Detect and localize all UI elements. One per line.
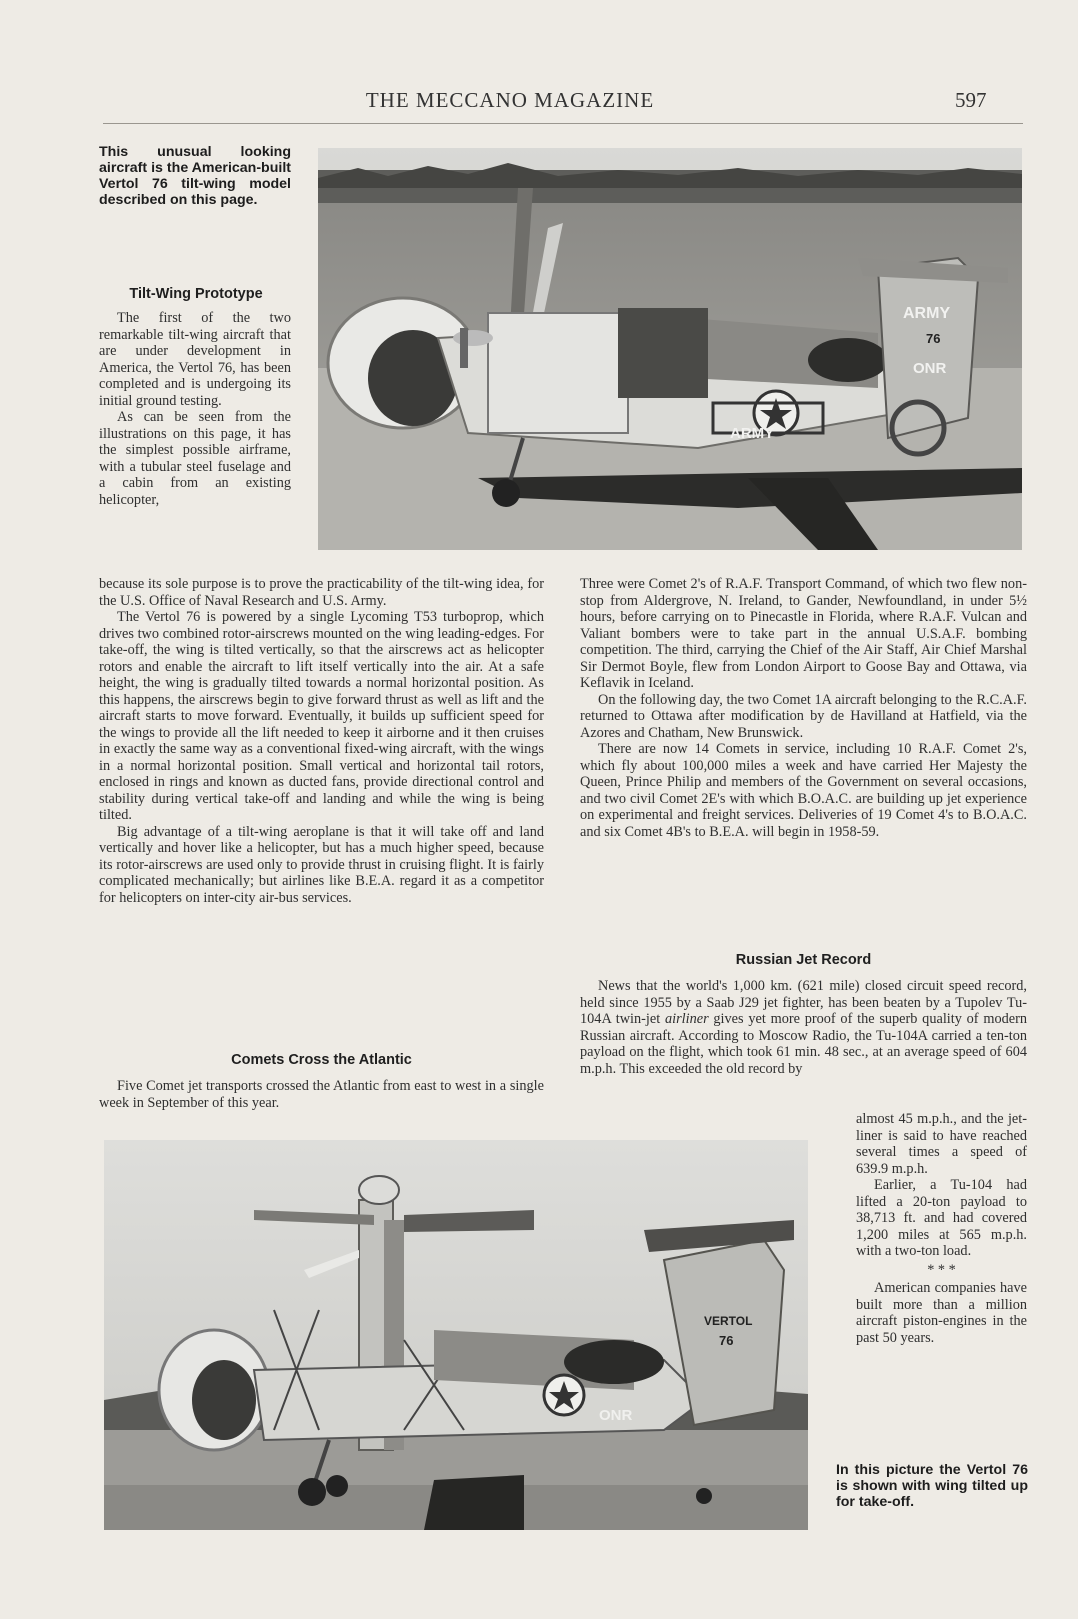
photo-vertol-76-side <box>318 148 1022 550</box>
russian-airliner-italic: airliner <box>664 1011 709 1027</box>
american-engines-paragraph: American companies have built more than a million aircraft piston-engines in the past 50 years. <box>856 1280 1027 1346</box>
tilt-wing-paragraph-2-end: because its sole purpose is to prove the practicability of the tilt-wing idea, for the U.S. Office of Naval Research and U.S. Army. <box>99 576 544 609</box>
heading-russian-jet-record: Russian Jet Record <box>735 952 872 968</box>
tail-marking-76: 76 <box>926 331 941 346</box>
tail-marking-onr: ONR <box>913 360 947 377</box>
page-number: 597 <box>955 88 987 112</box>
fuselage-marking-onr: ONR <box>599 1407 633 1424</box>
tilt-wing-paragraph-2-start: As can be seen from the illustrations on this page, it has the simplest possible airframe, with a tubular steel fuselage and a cabin from an existing helicopter, <box>99 409 291 508</box>
russian-paragraph-1-a: News that the world's 1,000 km. (621 mile) closed circuit speed record, held since 1955 by a Saab J29 jet fighter, has been beaten by a Tupolev Tu-104A twin-jet <box>580 978 1027 1027</box>
russian-paragraph-2: Earlier, a Tu-104 had lifted a 20-ton payload to 38,713 ft. and had covered 1,200 miles at 565 m.p.h. with a two-ton load. <box>856 1177 1027 1259</box>
tail-marking-76-bottom: 76 <box>719 1333 734 1348</box>
tilt-wing-paragraph-1: The first of the two remarkable tilt-wing aircraft that are under development in America, the Vertol 76, has been completed and is undergoing its initial ground testing. <box>99 310 291 409</box>
tail-marking-vertol: VERTOL <box>704 1314 753 1328</box>
russian-paragraph-1-end: almost 45 m.p.h., and the jet-liner is said to have reached several times a speed of 639.9 m.p.h. <box>856 1111 1027 1177</box>
comets-text-left <box>99 1078 544 1111</box>
tilt-wing-paragraph-4: Big advantage of a tilt-wing aeroplane is that it will take off and land vertically and hover like a helicopter, but has a much higher speed, because its rotor-airscrews are used only to provide thrust in cruising flight. It is fairly complicated mechanically; but airlines like B.E.A. regard it as a competitor for helicopters on inter-city air-bus services. <box>99 823 544 906</box>
fuselage-marking-army: ARMY <box>730 425 775 442</box>
top-photo-caption: This unusual looking aircraft is the American-built Vertol 76 tilt-wing model described on this page. <box>99 144 291 208</box>
heading-comets-cross-atlantic: Comets Cross the Atlantic <box>231 1052 412 1068</box>
section-divider-stars: * * * <box>927 1261 956 1278</box>
comets-text-right <box>580 576 1027 840</box>
russian-text-wide <box>580 978 1027 1077</box>
magazine-title: THE MECCANO MAGAZINE <box>365 88 655 112</box>
comets-paragraph-1: Five Comet jet transports crossed the Atlantic from east to west in a single week in September of this year. <box>99 1078 544 1111</box>
russian-paragraph-1-b: gives yet more proof of the superb quality of modern Russian aircraft. According to Moscow Radio, the Tu-104A carried a ten-ton payload on the flight, which took 61 min. 48 sec., at an average speed of 604 m.p.h. This exceeded the old record by <box>580 1011 1027 1077</box>
russian-paragraph-1 <box>580 978 1027 1077</box>
tilt-wing-wide-text <box>99 576 544 906</box>
comets-paragraph-4: There are now 14 Comets in service, including 10 R.A.F. Comet 2's, which fly about 100,000 miles a week and have carried Her Majesty the Queen, Prince Philip and members of the Government on several occasions, and two civil Comet 2E's with which B.O.A.C. are building up jet experience on experimental and freight services. Deliveries of 19 Comet 4's to B.O.A.C. and six Comet 4B's to B.E.A. will begin in 1958-59. <box>580 741 1027 840</box>
comets-paragraph-2: Three were Comet 2's of R.A.F. Transport Command, of which two flew non-stop from Aldergrove, N. Ireland, to Gander, Newfoundland, in under 5½ hours, before carrying on to Pinecastle in Florida, where R.A.F. Vulcan and Valiant bombers were to take part in the annual U.S.A.F. bombing competition. The third, carrying the Chief of the Air Staff, Air Chief Marshal Sir Dermot Boyle, flew from London Airport to Goose Bay and Ottawa, via Keflavik in Iceland. <box>580 576 1027 691</box>
tail-marking-army: ARMY <box>903 305 951 322</box>
heading-tilt-wing-prototype: Tilt-Wing Prototype <box>129 286 263 302</box>
russian-text-narrow <box>856 1111 1027 1346</box>
tilt-wing-narrow-text <box>99 310 291 508</box>
photo-vertol-76-wing-tilted <box>104 1140 808 1530</box>
comets-paragraph-3: On the following day, the two Comet 1A aircraft belonging to the R.C.A.F. returned to Ottawa after modification by de Havilland at Hatfield, via the Azores and Chatham, New Brunswick. <box>580 691 1027 741</box>
bottom-photo-caption: In this picture the Vertol 76 is shown with wing tilted up for take-off. <box>836 1462 1028 1510</box>
tilt-wing-paragraph-3: The Vertol 76 is powered by a single Lycoming T53 turboprop, which drives two combined rotor-airscrews mounted on the wing leading-edges. For take-off, the wing is tilted vertically, so that the airscrews act as helicopter rotors and enable the aircraft to lift itself vertically into the air. At a safe height, the wing is gradually tilted towards a normal horizontal position. As this happens, the airscrews begin to give forward thrust as well as lift and the aircraft starts to move forward. Eventually, it builds up sufficient speed for the wings to provide all the lift needed to keep it airborne and it then cruises in exactly the same way as a conventional fixed-wing aircraft, with the wings in a normal horizontal position. Small vertical and horizontal tail rotors, enclosed in rings and known as ducted fans, provide directional control and stability during vertical take-off and landing and while the wing is being tilted. <box>99 609 544 823</box>
header-rule <box>103 123 1023 124</box>
